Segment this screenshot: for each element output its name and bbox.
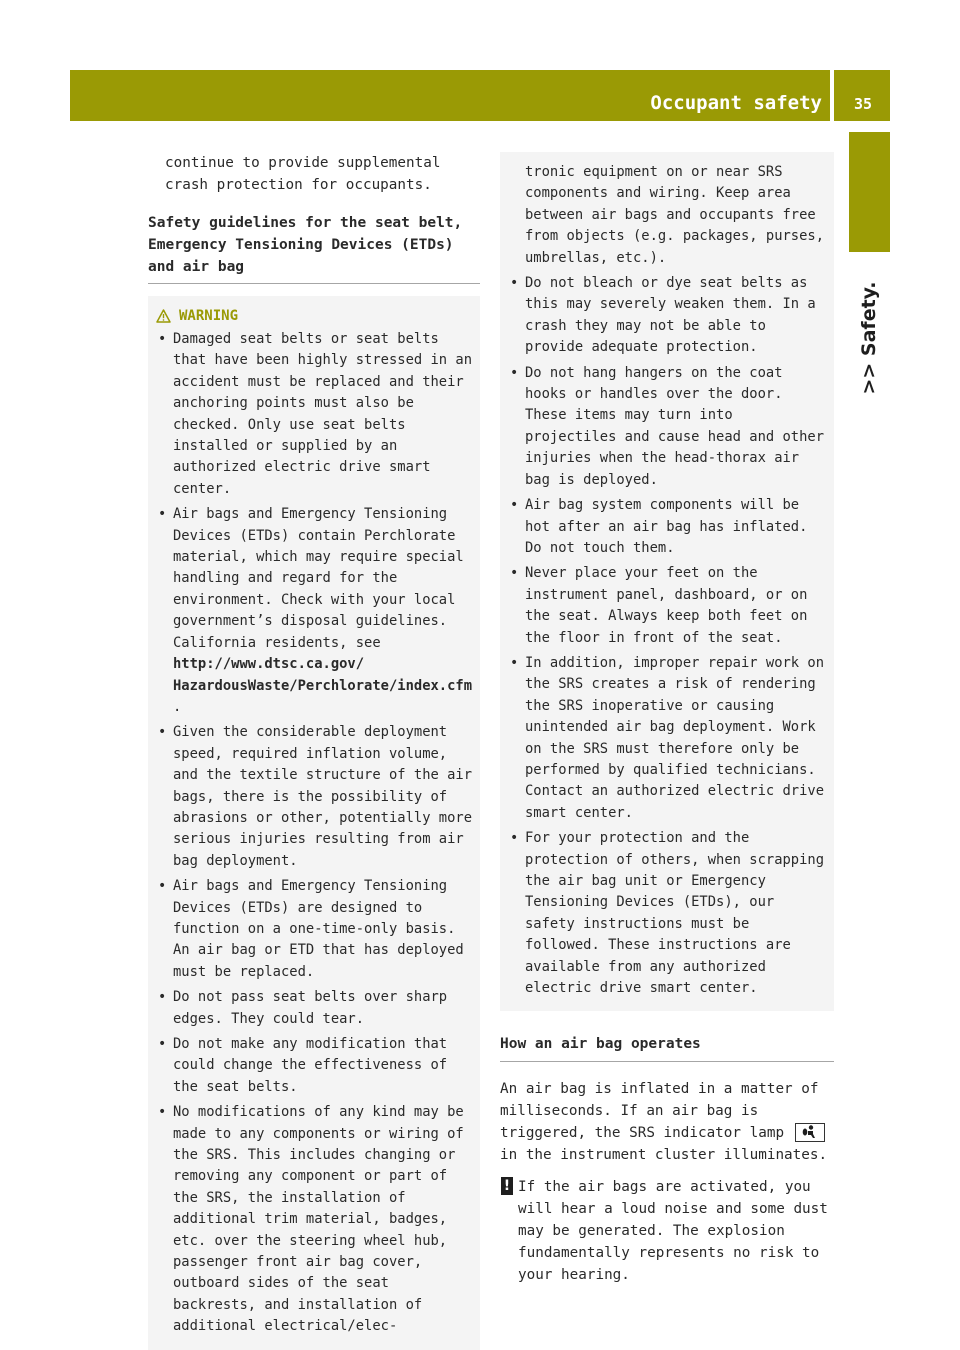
dtsc-link[interactable]: http://www.dtsc.ca.gov/ HazardousWaste/Perchlorate/index.cfm	[173, 656, 473, 694]
list-item: • Do not hang hangers on the coat hooks or handles over the door. These items may turn into projectiles and cause head and other injuries when the head-thorax air bag is deployed.	[508, 363, 827, 491]
paragraph-text: An air bag is inflated in a matter of milliseconds. If an air bag is triggered, the SRS indicator lamp	[500, 1081, 819, 1142]
list-item	[156, 504, 473, 718]
warning-box	[148, 296, 480, 1350]
airbag-paragraph	[500, 1078, 834, 1166]
list-item: • Do not pass seat belts over sharp edges. They could tear.	[156, 987, 473, 1030]
side-tab	[849, 132, 890, 252]
list-item: • Damaged seat belts or seat belts that have been highly stressed in an accident must be replaced and their anchoring points must also be checked. Only use seat belts installed or supplied by an authorized electric drive smart center.	[156, 329, 473, 500]
warning-triangle-icon	[156, 309, 171, 323]
link-suffix: .	[173, 698, 182, 715]
header-divider	[830, 70, 834, 121]
note	[500, 1176, 834, 1286]
list-item: • Air bags and Emergency Tensioning Devices (ETDs) are designed to function on a one-time-only basis. An air bag or ETD that has deployed must be replaced.	[156, 876, 473, 983]
warning-list-continued	[508, 273, 827, 999]
list-item: • Do not bleach or dye seat belts as this may severely weaken them. In a crash they may not be able to provide adequate protection.	[508, 273, 827, 359]
note-text: If the air bags are activated, you will hear a loud noise and some dust may be generated. The explosion fundamentally represents no risk to your hearing.	[518, 1179, 828, 1284]
list-item-text: Air bags and Emergency Tensioning Devices (ETDs) contain Perchlorate material, which may require special handling and regard for the environment. Check with your local government’s disposal guidelines. California residents, see	[173, 506, 464, 651]
side-tab-text: >> Safety.	[858, 281, 880, 395]
list-item: • In addition, improper repair work on the SRS creates a risk of rendering the SRS inoperative or causing unintended air bag deployment. Work on the SRS must therefore only be performed by qualified technicians. Contact an authorized electric drive smart center.	[508, 653, 827, 824]
paragraph-text-end: in the instrument cluster illuminates.	[500, 1147, 828, 1164]
section-heading: Safety guidelines for the seat belt, Emergency Tensioning Devices (ETDs) and air bag	[148, 212, 480, 284]
warning-label: WARNING	[179, 308, 239, 324]
list-item: • Air bag system components will be hot after an air bag has inflated. Do not touch them.	[508, 495, 827, 559]
side-tab-label	[847, 258, 892, 418]
exclamation-icon: !	[501, 1177, 513, 1195]
list-item: • Never place your feet on the instrument panel, dashboard, or on the seat. Always keep both feet on the floor in front of the seat.	[508, 563, 827, 649]
header-bar	[70, 70, 890, 121]
srs-indicator-lamp-icon	[795, 1123, 825, 1142]
right-column	[500, 152, 834, 1286]
section-title: Occupant safety	[650, 92, 822, 114]
list-item: • Given the considerable deployment speed, required inflation volume, and the textile structure of the air bags, there is the possibility of abrasions or other, potentially more serious injuries resulting from air bag deployment.	[156, 722, 473, 872]
warning-list	[156, 329, 473, 1338]
continued-text: tronic equipment on or near SRS components and wiring. Keep area between air bags and occupants free from objects (e.g. packages, purses, umbrellas, etc.).	[525, 164, 825, 266]
list-item: • No modifications of any kind may be made to any components or wiring of the SRS. This includes changing or removing any component or part of the SRS, the installation of additional trim material, badges, etc. over the steering wheel hub, passenger front air bag cover, outboard sides of the seat backrests, and installation of additional electrical/elec-	[156, 1102, 473, 1337]
warning-box-continued	[500, 152, 834, 1011]
page-number: 35	[853, 95, 872, 113]
left-column	[148, 152, 480, 1350]
airbag-heading: How an air bag operates	[500, 1033, 834, 1062]
warning-title	[156, 306, 473, 326]
intro-text: continue to provide supplemental crash protection for occupants.	[165, 155, 441, 193]
list-item: • For your protection and the protection of others, when scrapping the air bag unit or Emergency Tensioning Devices (ETDs), our safety instructions must be followed. These instructions are available from any authorized electric drive smart center.	[508, 828, 827, 999]
list-item: • Do not make any modification that could change the effectiveness of the seat belts.	[156, 1034, 473, 1098]
